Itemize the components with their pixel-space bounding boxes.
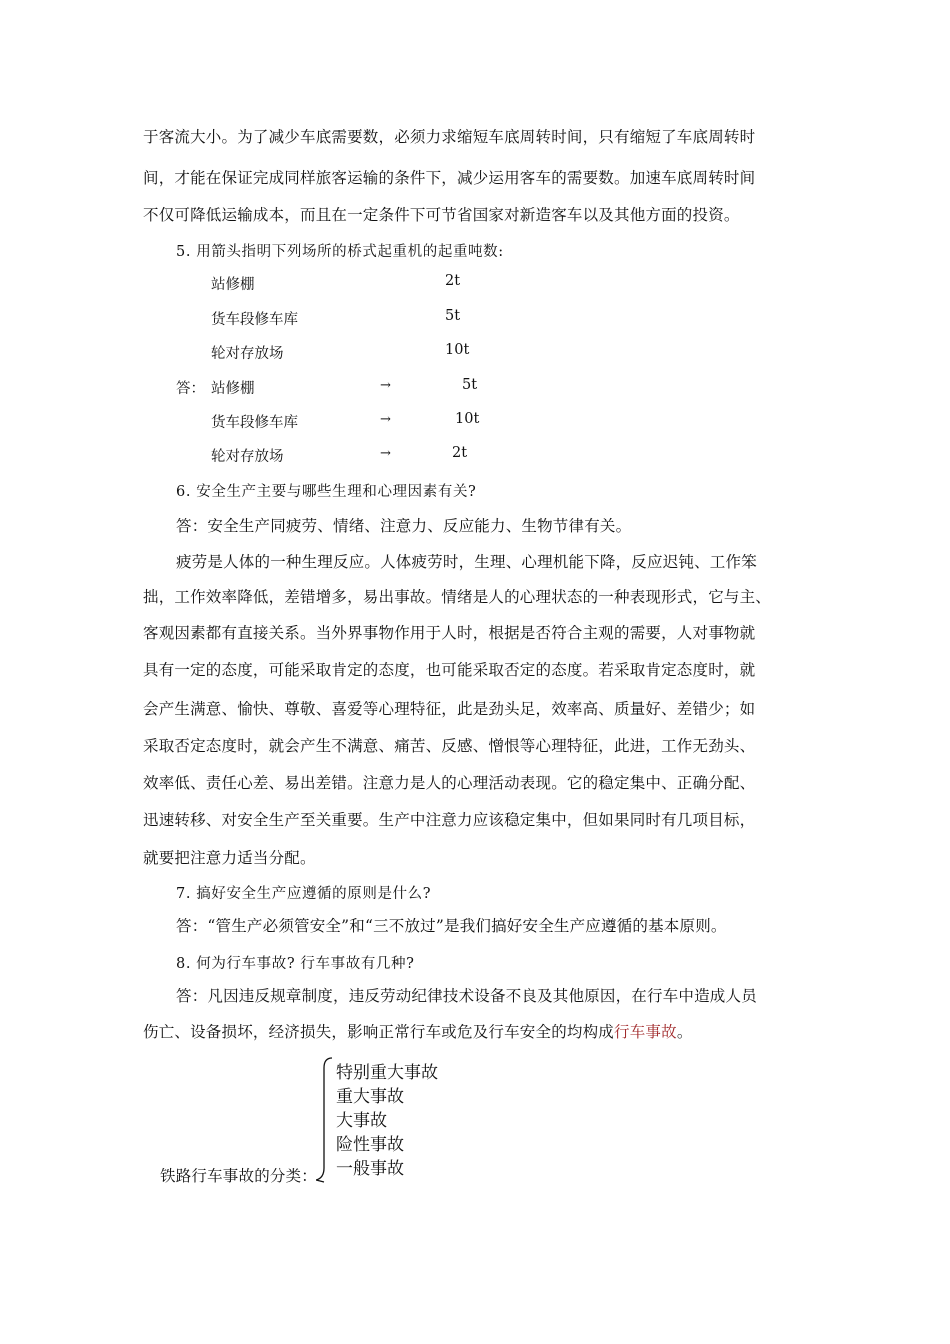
category-item: 重大事故: [336, 1087, 404, 1107]
q5-weight: 2t: [445, 273, 461, 289]
q5-place: 货车段修车库: [211, 312, 298, 328]
paragraph-line: 采取否定态度时，就会产生不满意、痛苦、反感、憎恨等心理特征，此进，工作无劲头、: [143, 737, 756, 755]
answer-prefix: 答：: [176, 381, 205, 397]
a5-place: 站修棚: [211, 381, 255, 397]
question-5: 5. 用箭头指明下列场所的桥式起重机的起重吨数:: [176, 244, 504, 260]
answer-7: 答：“管生产必须管安全”和“三不放过”是我们搞好安全生产应遵循的基本原则。: [176, 917, 727, 935]
answer-6: 答：安全生产同疲劳、情绪、注意力、反应能力、生物节律有关。: [176, 517, 632, 535]
answer-8-line: [143, 1020, 693, 1042]
paragraph-line: 效率低、责任心差、易出差错。注意力是人的心理活动表现。它的稳定集中、正确分配、: [143, 774, 756, 792]
paragraph-line: 于客流大小。为了减少车底需要数，必须力求缩短车底周转时间，只有缩短了车底周转时: [143, 128, 756, 146]
paragraph-line: 间，才能在保证完成同样旅客运输的条件下，减少运用客车的需要数。加速车底周转时间: [143, 169, 756, 187]
category-item: 险性事故: [336, 1135, 404, 1155]
arrow-icon: →: [380, 446, 391, 461]
question-6: 6. 安全生产主要与哪些生理和心理因素有关?: [176, 484, 477, 500]
a5-weight: 10t: [455, 411, 480, 427]
answer-8-line: 答：凡因违反规章制度，违反劳动纪律技术设备不良及其他原因，在行车中造成人员: [176, 987, 757, 1005]
answer-8-end: 。: [676, 1023, 693, 1041]
paragraph-line: 具有一定的态度，可能采取肯定的态度，也可能采取否定的态度。若采取肯定态度时，就: [143, 661, 756, 679]
paragraph-line: 疲劳是人体的一种生理反应。人体疲劳时，生理、心理机能下降，反应迟钝、工作笨: [176, 553, 757, 571]
answer-8-text: 伤亡、设备损坏，经济损失，影响正常行车或危及行车安全的均构成: [143, 1023, 615, 1041]
classification-label: 铁路行车事故的分类：: [160, 1167, 318, 1185]
arrow-icon: →: [380, 378, 391, 393]
paragraph-line: 拙，工作效率降低，差错增多，易出事故。情绪是人的心理状态的一种表现形式，它与主、: [143, 588, 772, 606]
a5-place: 轮对存放场: [211, 449, 284, 465]
brace-icon: [316, 1056, 336, 1184]
category-item: 特别重大事故: [336, 1063, 438, 1083]
category-item: 大事故: [336, 1111, 387, 1131]
paragraph-line: 就要把注意力适当分配。: [143, 849, 316, 867]
a5-place: 货车段修车库: [211, 415, 298, 431]
question-8: 8. 何为行车事故? 行车事故有几种?: [176, 956, 415, 972]
arrow-icon: →: [380, 412, 391, 427]
term-highlight: 行车事故: [614, 1023, 677, 1041]
paragraph-line: 客观因素都有直接关系。当外界事物作用于人时，根据是否符合主观的需要，人对事物就: [143, 624, 756, 642]
q5-place: 轮对存放场: [211, 346, 284, 362]
category-item: 一般事故: [336, 1159, 404, 1179]
q5-weight: 5t: [445, 308, 461, 324]
paragraph-line: 会产生满意、愉快、尊敬、喜爱等心理特征，此是劲头足，效率高、质量好、差错少；如: [143, 700, 756, 718]
paragraph-line: 不仅可降低运输成本，而且在一定条件下可节省国家对新造客车以及其他方面的投资。: [143, 206, 740, 224]
a5-weight: 2t: [452, 445, 468, 461]
q5-place: 站修棚: [211, 277, 255, 293]
paragraph-line: 迅速转移、对安全生产至关重要。生产中注意力应该稳定集中，但如果同时有几项目标，: [143, 811, 756, 829]
a5-weight: 5t: [462, 377, 478, 393]
q5-weight: 10t: [445, 342, 470, 358]
question-7: 7. 搞好安全生产应遵循的原则是什么?: [176, 886, 432, 902]
